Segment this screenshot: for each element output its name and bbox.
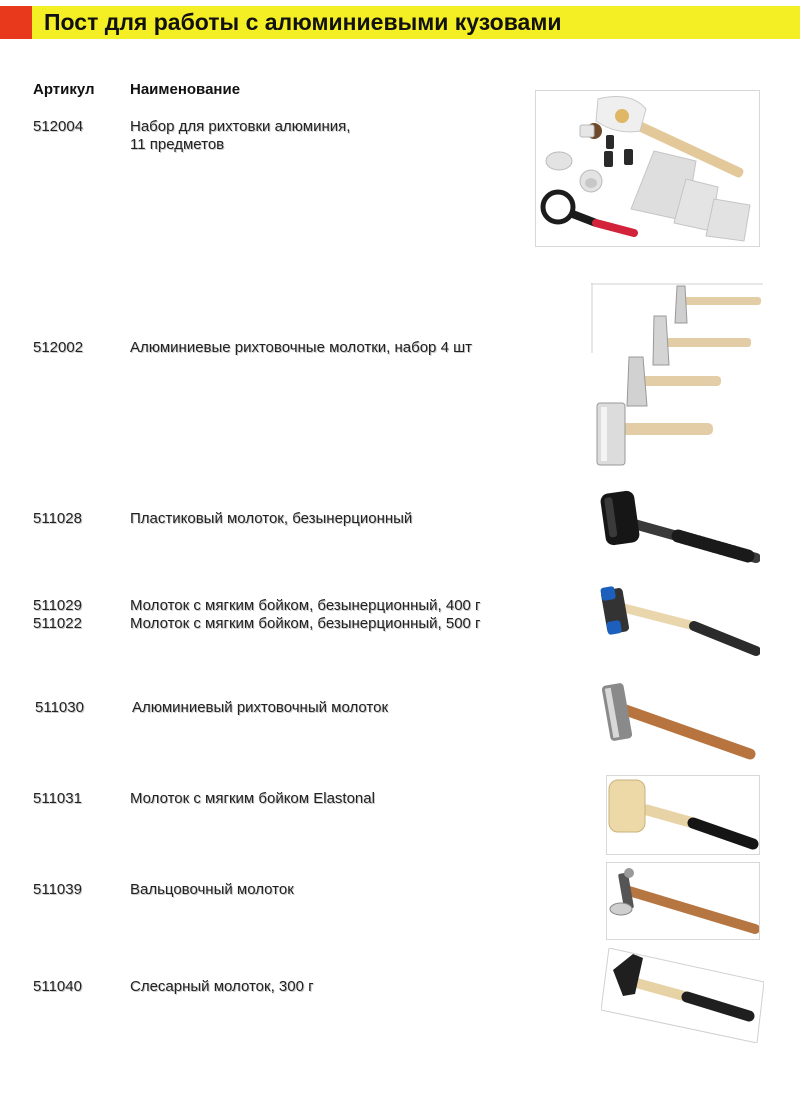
item-name-511022: Молоток с мягким бойком, безынерционный, 500 г bbox=[130, 615, 481, 632]
article-511028: 511028 bbox=[33, 510, 82, 527]
item-name-511039: Вальцовочный молоток bbox=[130, 881, 294, 898]
article-511030: 511030 bbox=[35, 699, 84, 716]
product-image-511029-511022 bbox=[598, 583, 760, 661]
item-name-512002: Алюминиевые рихтовочные молотки, набор 4 шт bbox=[130, 339, 472, 356]
item-name-511029: Молоток с мягким бойком, безынерционный, 400 г bbox=[130, 597, 481, 614]
article-511022: 511022 bbox=[33, 615, 82, 632]
item-name-511040: Слесарный молоток, 300 г bbox=[130, 978, 314, 995]
article-512004: 512004 bbox=[33, 118, 84, 135]
column-header-article: Артикул bbox=[33, 81, 95, 98]
product-image-511040 bbox=[601, 948, 764, 1043]
article-511039: 511039 bbox=[33, 881, 82, 898]
page-title: Пост для работы с алюминиевыми кузовами bbox=[44, 9, 562, 35]
item-name-512004-line2: 11 предметов bbox=[130, 136, 225, 153]
product-image-511030 bbox=[598, 678, 760, 766]
product-image-512002 bbox=[591, 283, 763, 468]
item-name-511031: Молоток с мягким бойком Elastonal bbox=[130, 790, 375, 807]
article-511029: 511029 bbox=[33, 597, 82, 614]
product-image-511039 bbox=[606, 862, 760, 940]
header-accent bbox=[0, 6, 32, 39]
item-name-511030: Алюминиевый рихтовочный молоток bbox=[132, 699, 389, 716]
product-image-512004 bbox=[535, 90, 760, 247]
article-511040: 511040 bbox=[33, 978, 82, 995]
item-name-512004: Набор для рихтовки алюминия, bbox=[130, 118, 351, 135]
product-image-511031 bbox=[606, 775, 760, 855]
product-image-511028 bbox=[598, 486, 760, 566]
item-name-511028: Пластиковый молоток, безынерционный bbox=[130, 510, 413, 527]
column-header-name: Наименование bbox=[130, 81, 241, 98]
article-511031: 511031 bbox=[33, 790, 82, 807]
article-512002: 512002 bbox=[33, 339, 84, 356]
